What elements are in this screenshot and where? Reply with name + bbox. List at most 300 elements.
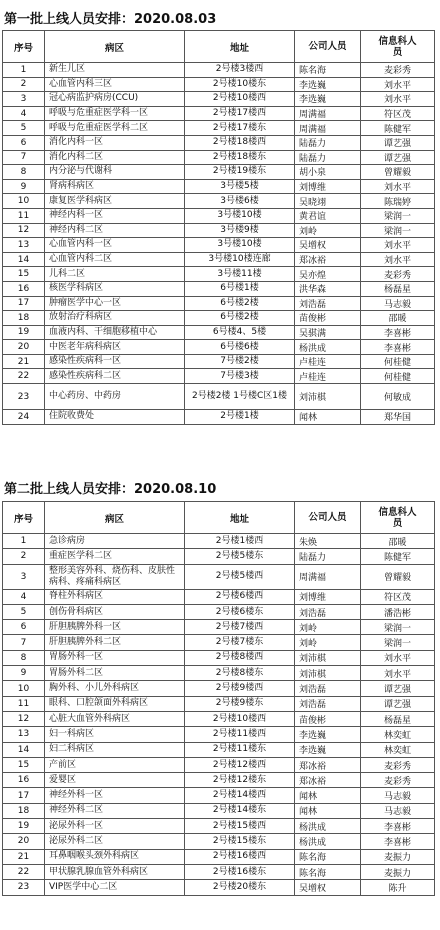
table-row [3, 696, 435, 711]
header-company-staff: 公司人员 [295, 502, 361, 534]
batch1-table [2, 30, 435, 425]
row-index: 15 [3, 757, 45, 772]
row-it-staff: 谭艺强 [361, 681, 435, 696]
table-row [3, 281, 435, 296]
row-company-staff: 郑冰裕 [295, 252, 361, 267]
row-index: 20 [3, 340, 45, 355]
row-ward: 重症医学科二区 [45, 549, 185, 564]
row-it-staff: 何敏成 [361, 384, 435, 410]
row-company-staff: 刘浩磊 [295, 681, 361, 696]
row-it-staff: 杨磊星 [361, 281, 435, 296]
row-address: 2号楼17楼西 [185, 106, 295, 121]
table-row [3, 834, 435, 849]
row-ward: 心脏大血管外科病区 [45, 711, 185, 726]
row-it-staff: 林奕虹 [361, 727, 435, 742]
row-index: 11 [3, 696, 45, 711]
batch2-table [2, 501, 435, 896]
row-it-staff: 陈瑞婷 [361, 194, 435, 209]
row-company-staff: 刘沛棋 [295, 650, 361, 665]
row-address: 2号楼9楼西 [185, 681, 295, 696]
row-it-staff: 刘水平 [361, 179, 435, 194]
row-ward: 胃肠外科一区 [45, 650, 185, 665]
row-company-staff: 朱焕 [295, 534, 361, 549]
row-company-staff: 刘沛棋 [295, 666, 361, 681]
row-address: 2号楼12楼东 [185, 773, 295, 788]
row-it-staff: 谭艺强 [361, 696, 435, 711]
row-ward: 创伤骨科病区 [45, 604, 185, 619]
row-company-staff: 李选巍 [295, 727, 361, 742]
row-company-staff: 闻林 [295, 803, 361, 818]
row-it-staff: 李喜彬 [361, 819, 435, 834]
row-ward: 肝胆胰脾外科一区 [45, 620, 185, 635]
row-company-staff: 吴增权 [295, 238, 361, 253]
row-index: 5 [3, 121, 45, 136]
row-company-staff: 刘博维 [295, 179, 361, 194]
row-index: 4 [3, 106, 45, 121]
header-index: 序号 [3, 502, 45, 534]
row-index: 14 [3, 742, 45, 757]
table-row [3, 121, 435, 136]
row-index: 9 [3, 666, 45, 681]
header-it-staff: 信息科人员 [361, 31, 435, 63]
row-index: 15 [3, 267, 45, 282]
row-company-staff: 陆磊力 [295, 150, 361, 165]
row-index: 16 [3, 773, 45, 788]
table-row [3, 650, 435, 665]
row-ward: 康复医学科病区 [45, 194, 185, 209]
row-company-staff: 刘浩磊 [295, 296, 361, 311]
row-it-staff: 郑华国 [361, 410, 435, 425]
row-address: 2号楼18楼东 [185, 150, 295, 165]
row-index: 6 [3, 135, 45, 150]
row-address: 2号楼11楼西 [185, 727, 295, 742]
row-address: 2号楼11楼东 [185, 742, 295, 757]
row-index: 1 [3, 63, 45, 78]
row-company-staff: 陈名海 [295, 63, 361, 78]
table-row [3, 549, 435, 564]
table-row [3, 165, 435, 180]
row-index: 12 [3, 223, 45, 238]
table-row [3, 604, 435, 619]
row-index: 14 [3, 252, 45, 267]
row-address: 2号楼5楼东 [185, 549, 295, 564]
row-it-staff: 陈健军 [361, 121, 435, 136]
table-row [3, 410, 435, 425]
row-it-staff: 邵暖 [361, 534, 435, 549]
row-index: 8 [3, 165, 45, 180]
row-company-staff: 陈名海 [295, 849, 361, 864]
row-address: 2号楼1楼西 [185, 534, 295, 549]
row-address: 2号楼2楼 1号楼C区1楼 [185, 384, 295, 410]
row-ward: VIP医学中心二区 [45, 880, 185, 895]
row-company-staff: 李选巍 [295, 77, 361, 92]
row-it-staff: 谭艺强 [361, 135, 435, 150]
row-address: 2号楼16楼东 [185, 864, 295, 879]
table-row [3, 788, 435, 803]
row-ward: 呼吸与危重症医学科一区 [45, 106, 185, 121]
table-row [3, 150, 435, 165]
row-index: 7 [3, 150, 45, 165]
row-it-staff: 何桂健 [361, 354, 435, 369]
row-address: 2号楼8楼东 [185, 666, 295, 681]
row-address: 2号楼15楼西 [185, 819, 295, 834]
row-address: 2号楼12楼西 [185, 757, 295, 772]
row-ward: 住院收费处 [45, 410, 185, 425]
row-company-staff: 杨洪成 [295, 834, 361, 849]
row-index: 22 [3, 864, 45, 879]
table-row [3, 194, 435, 209]
row-ward: 神经内科二区 [45, 223, 185, 238]
row-address: 6号楼2楼 [185, 296, 295, 311]
row-index: 3 [3, 92, 45, 107]
row-index: 13 [3, 727, 45, 742]
table-row [3, 369, 435, 384]
table-row [3, 92, 435, 107]
row-index: 10 [3, 681, 45, 696]
row-company-staff: 郑冰裕 [295, 773, 361, 788]
row-address: 2号楼9楼东 [185, 696, 295, 711]
row-address: 2号楼14楼西 [185, 788, 295, 803]
header-index: 序号 [3, 31, 45, 63]
row-company-staff: 吴骐满 [295, 325, 361, 340]
row-address: 3号楼9楼 [185, 223, 295, 238]
row-index: 9 [3, 179, 45, 194]
table-row [3, 864, 435, 879]
row-address: 2号楼20楼东 [185, 880, 295, 895]
row-index: 10 [3, 194, 45, 209]
table-row [3, 773, 435, 788]
row-company-staff: 洪华森 [295, 281, 361, 296]
row-ward: 甲状腺乳腺血管外科病区 [45, 864, 185, 879]
row-ward: 神经外科一区 [45, 788, 185, 803]
row-company-staff: 闻林 [295, 788, 361, 803]
table-row [3, 252, 435, 267]
table-row [3, 620, 435, 635]
row-ward: 耳鼻咽喉头颈外科病区 [45, 849, 185, 864]
row-ward: 中心药房、中药房 [45, 384, 185, 410]
table-row [3, 296, 435, 311]
row-it-staff: 麦彩秀 [361, 757, 435, 772]
row-index: 6 [3, 620, 45, 635]
row-it-staff: 曾耀毅 [361, 165, 435, 180]
row-it-staff: 麦彩秀 [361, 63, 435, 78]
row-address: 3号楼10楼 [185, 238, 295, 253]
table-row [3, 223, 435, 238]
row-ward: 妇一科病区 [45, 727, 185, 742]
row-index: 17 [3, 788, 45, 803]
row-ward: 核医学科病区 [45, 281, 185, 296]
row-it-staff: 马志毅 [361, 788, 435, 803]
row-address: 6号楼2楼 [185, 311, 295, 326]
row-company-staff: 吴晓翊 [295, 194, 361, 209]
row-index: 11 [3, 208, 45, 223]
row-ward: 心血管内科一区 [45, 238, 185, 253]
row-index: 24 [3, 410, 45, 425]
row-index: 19 [3, 325, 45, 340]
row-address: 2号楼17楼东 [185, 121, 295, 136]
row-it-staff: 林奕虹 [361, 742, 435, 757]
row-address: 6号楼1楼 [185, 281, 295, 296]
row-address: 2号楼16楼西 [185, 849, 295, 864]
header-ward: 病区 [45, 502, 185, 534]
row-address: 6号楼6楼 [185, 340, 295, 355]
row-ward: 肾病科病区 [45, 179, 185, 194]
row-index: 7 [3, 635, 45, 650]
row-company-staff: 陈名海 [295, 864, 361, 879]
row-it-staff: 刘水平 [361, 252, 435, 267]
row-index: 4 [3, 589, 45, 604]
row-address: 2号楼15楼东 [185, 834, 295, 849]
row-index: 16 [3, 281, 45, 296]
table-row [3, 564, 435, 589]
row-it-staff: 梁润一 [361, 635, 435, 650]
row-ward: 呼吸与危重症医学科二区 [45, 121, 185, 136]
row-index: 3 [3, 564, 45, 589]
row-index: 18 [3, 311, 45, 326]
header-it-staff: 信息科人员 [361, 502, 435, 534]
row-company-staff: 杨洪成 [295, 819, 361, 834]
table-row [3, 681, 435, 696]
row-ward: 肿瘤医学中心一区 [45, 296, 185, 311]
table-row [3, 325, 435, 340]
row-address: 2号楼7楼东 [185, 635, 295, 650]
row-company-staff: 刘浩磊 [295, 604, 361, 619]
table-row [3, 534, 435, 549]
row-ward: 整形美容外科、烧伤科、皮肤性病科、疼痛科病区 [45, 564, 185, 589]
row-company-staff: 吴亦煌 [295, 267, 361, 282]
row-ward: 产前区 [45, 757, 185, 772]
row-address: 7号楼2楼 [185, 354, 295, 369]
row-it-staff: 潘浩彬 [361, 604, 435, 619]
row-index: 12 [3, 711, 45, 726]
header-company-staff: 公司人员 [295, 31, 361, 63]
row-index: 23 [3, 384, 45, 410]
row-address: 3号楼10楼 [185, 208, 295, 223]
row-ward: 神经内科一区 [45, 208, 185, 223]
row-it-staff: 陈健军 [361, 549, 435, 564]
row-address: 2号楼14楼东 [185, 803, 295, 818]
row-ward: 脊柱外科病区 [45, 589, 185, 604]
row-it-staff: 陈升 [361, 880, 435, 895]
row-index: 21 [3, 849, 45, 864]
row-it-staff: 谭艺强 [361, 150, 435, 165]
row-index: 13 [3, 238, 45, 253]
row-ward: 泌尿外科二区 [45, 834, 185, 849]
header-address: 地址 [185, 31, 295, 63]
row-index: 5 [3, 604, 45, 619]
table-row [3, 849, 435, 864]
row-it-staff: 梁润一 [361, 208, 435, 223]
row-ward: 血液内科、干细胞移植中心 [45, 325, 185, 340]
table-row [3, 635, 435, 650]
row-ward: 心血管内科二区 [45, 252, 185, 267]
row-company-staff: 卢桂连 [295, 369, 361, 384]
row-ward: 泌尿外科一区 [45, 819, 185, 834]
row-address: 3号楼5楼 [185, 179, 295, 194]
row-company-staff: 刘岭 [295, 223, 361, 238]
row-address: 2号楼10楼东 [185, 77, 295, 92]
table-row [3, 106, 435, 121]
row-address: 3号楼6楼 [185, 194, 295, 209]
table-row [3, 384, 435, 410]
row-ward: 感染性疾病科二区 [45, 369, 185, 384]
row-address: 2号楼3楼西 [185, 63, 295, 78]
row-company-staff: 刘沛棋 [295, 384, 361, 410]
row-company-staff: 胡小泉 [295, 165, 361, 180]
row-address: 2号楼6楼西 [185, 589, 295, 604]
row-index: 23 [3, 880, 45, 895]
row-ward: 消化内科二区 [45, 150, 185, 165]
row-address: 3号楼10楼连廊 [185, 252, 295, 267]
row-address: 2号楼19楼东 [185, 165, 295, 180]
row-it-staff: 刘水平 [361, 650, 435, 665]
row-index: 2 [3, 77, 45, 92]
row-company-staff: 李选巍 [295, 92, 361, 107]
row-it-staff: 马志毅 [361, 296, 435, 311]
row-it-staff: 麦彩秀 [361, 267, 435, 282]
table-row [3, 589, 435, 604]
table-row [3, 727, 435, 742]
row-index: 20 [3, 834, 45, 849]
row-company-staff: 刘岭 [295, 620, 361, 635]
row-company-staff: 周满福 [295, 121, 361, 136]
row-ward: 爱婴区 [45, 773, 185, 788]
row-ward: 心血管内科三区 [45, 77, 185, 92]
row-ward: 神经外科二区 [45, 803, 185, 818]
table-row [3, 208, 435, 223]
row-address: 6号楼4、5楼 [185, 325, 295, 340]
table-row [3, 77, 435, 92]
row-index: 2 [3, 549, 45, 564]
header-ward: 病区 [45, 31, 185, 63]
row-index: 19 [3, 819, 45, 834]
row-company-staff: 陆磊力 [295, 549, 361, 564]
row-company-staff: 刘博维 [295, 589, 361, 604]
row-address: 2号楼5楼西 [185, 564, 295, 589]
row-address: 2号楼10楼西 [185, 711, 295, 726]
row-company-staff: 闻林 [295, 410, 361, 425]
batch1-title: 第一批上线人员安排：2020.08.03 [4, 12, 217, 27]
row-it-staff: 邵暖 [361, 311, 435, 326]
row-it-staff: 刘水平 [361, 77, 435, 92]
row-it-staff: 李喜彬 [361, 340, 435, 355]
row-company-staff: 李选巍 [295, 742, 361, 757]
row-address: 2号楼18楼西 [185, 135, 295, 150]
row-it-staff: 麦彩秀 [361, 773, 435, 788]
row-index: 17 [3, 296, 45, 311]
row-company-staff: 杨洪成 [295, 340, 361, 355]
row-it-staff: 李喜彬 [361, 325, 435, 340]
row-it-staff: 符区茂 [361, 589, 435, 604]
batch1-body [3, 63, 435, 425]
row-company-staff: 陆磊力 [295, 135, 361, 150]
row-ward: 妇二科病区 [45, 742, 185, 757]
row-index: 22 [3, 369, 45, 384]
row-it-staff: 李喜彬 [361, 834, 435, 849]
row-company-staff: 吴增权 [295, 880, 361, 895]
row-company-staff: 刘岭 [295, 635, 361, 650]
row-company-staff: 周满福 [295, 564, 361, 589]
row-it-staff: 刘水平 [361, 238, 435, 253]
row-company-staff: 周满福 [295, 106, 361, 121]
row-company-staff: 卢桂连 [295, 354, 361, 369]
table-header-row [3, 502, 435, 534]
row-company-staff: 郑冰裕 [295, 757, 361, 772]
table-row [3, 880, 435, 895]
row-company-staff: 黄君谊 [295, 208, 361, 223]
table-row [3, 757, 435, 772]
row-address: 2号楼8楼西 [185, 650, 295, 665]
table-row [3, 742, 435, 757]
row-ward: 儿科二区 [45, 267, 185, 282]
row-index: 8 [3, 650, 45, 665]
table-row [3, 666, 435, 681]
row-it-staff: 符区茂 [361, 106, 435, 121]
row-address: 2号楼6楼东 [185, 604, 295, 619]
row-ward: 胸外科、小儿外科病区 [45, 681, 185, 696]
row-ward: 消化内科一区 [45, 135, 185, 150]
row-it-staff: 刘水平 [361, 666, 435, 681]
table-row [3, 135, 435, 150]
row-it-staff: 麦振力 [361, 864, 435, 879]
row-address: 2号楼7楼西 [185, 620, 295, 635]
table-row [3, 267, 435, 282]
batch2-body [3, 534, 435, 896]
row-it-staff: 曾耀毅 [361, 564, 435, 589]
row-it-staff: 杨磊星 [361, 711, 435, 726]
table-row [3, 819, 435, 834]
row-it-staff: 刘水平 [361, 92, 435, 107]
row-company-staff: 刘浩磊 [295, 696, 361, 711]
row-ward: 眼科、口腔颌面外科病区 [45, 696, 185, 711]
row-ward: 内分泌与代谢科 [45, 165, 185, 180]
table-row [3, 63, 435, 78]
row-address: 2号楼1楼 [185, 410, 295, 425]
header-address: 地址 [185, 502, 295, 534]
table-row [3, 711, 435, 726]
row-ward: 中医老年病科病区 [45, 340, 185, 355]
row-ward: 冠心病监护病房(CCU) [45, 92, 185, 107]
row-it-staff: 麦振力 [361, 849, 435, 864]
table-row [3, 179, 435, 194]
row-address: 3号楼11楼 [185, 267, 295, 282]
row-index: 18 [3, 803, 45, 818]
row-ward: 新生儿区 [45, 63, 185, 78]
row-it-staff: 梁润一 [361, 620, 435, 635]
row-it-staff: 马志毅 [361, 803, 435, 818]
row-it-staff: 何桂健 [361, 369, 435, 384]
table-row [3, 803, 435, 818]
table-row [3, 311, 435, 326]
row-company-staff: 苗俊彬 [295, 711, 361, 726]
table-header-row [3, 31, 435, 63]
row-address: 2号楼10楼西 [185, 92, 295, 107]
row-index: 1 [3, 534, 45, 549]
row-ward: 放射治疗科病区 [45, 311, 185, 326]
row-index: 21 [3, 354, 45, 369]
row-address: 7号楼3楼 [185, 369, 295, 384]
table-row [3, 354, 435, 369]
row-it-staff: 梁润一 [361, 223, 435, 238]
row-ward: 胃肠外科二区 [45, 666, 185, 681]
row-ward: 肝胆胰脾外科二区 [45, 635, 185, 650]
row-ward: 感染性疾病科一区 [45, 354, 185, 369]
row-company-staff: 苗俊彬 [295, 311, 361, 326]
row-ward: 急诊病房 [45, 534, 185, 549]
table-row [3, 340, 435, 355]
batch2-title: 第二批上线人员安排：2020.08.10 [4, 482, 217, 497]
table-row [3, 238, 435, 253]
